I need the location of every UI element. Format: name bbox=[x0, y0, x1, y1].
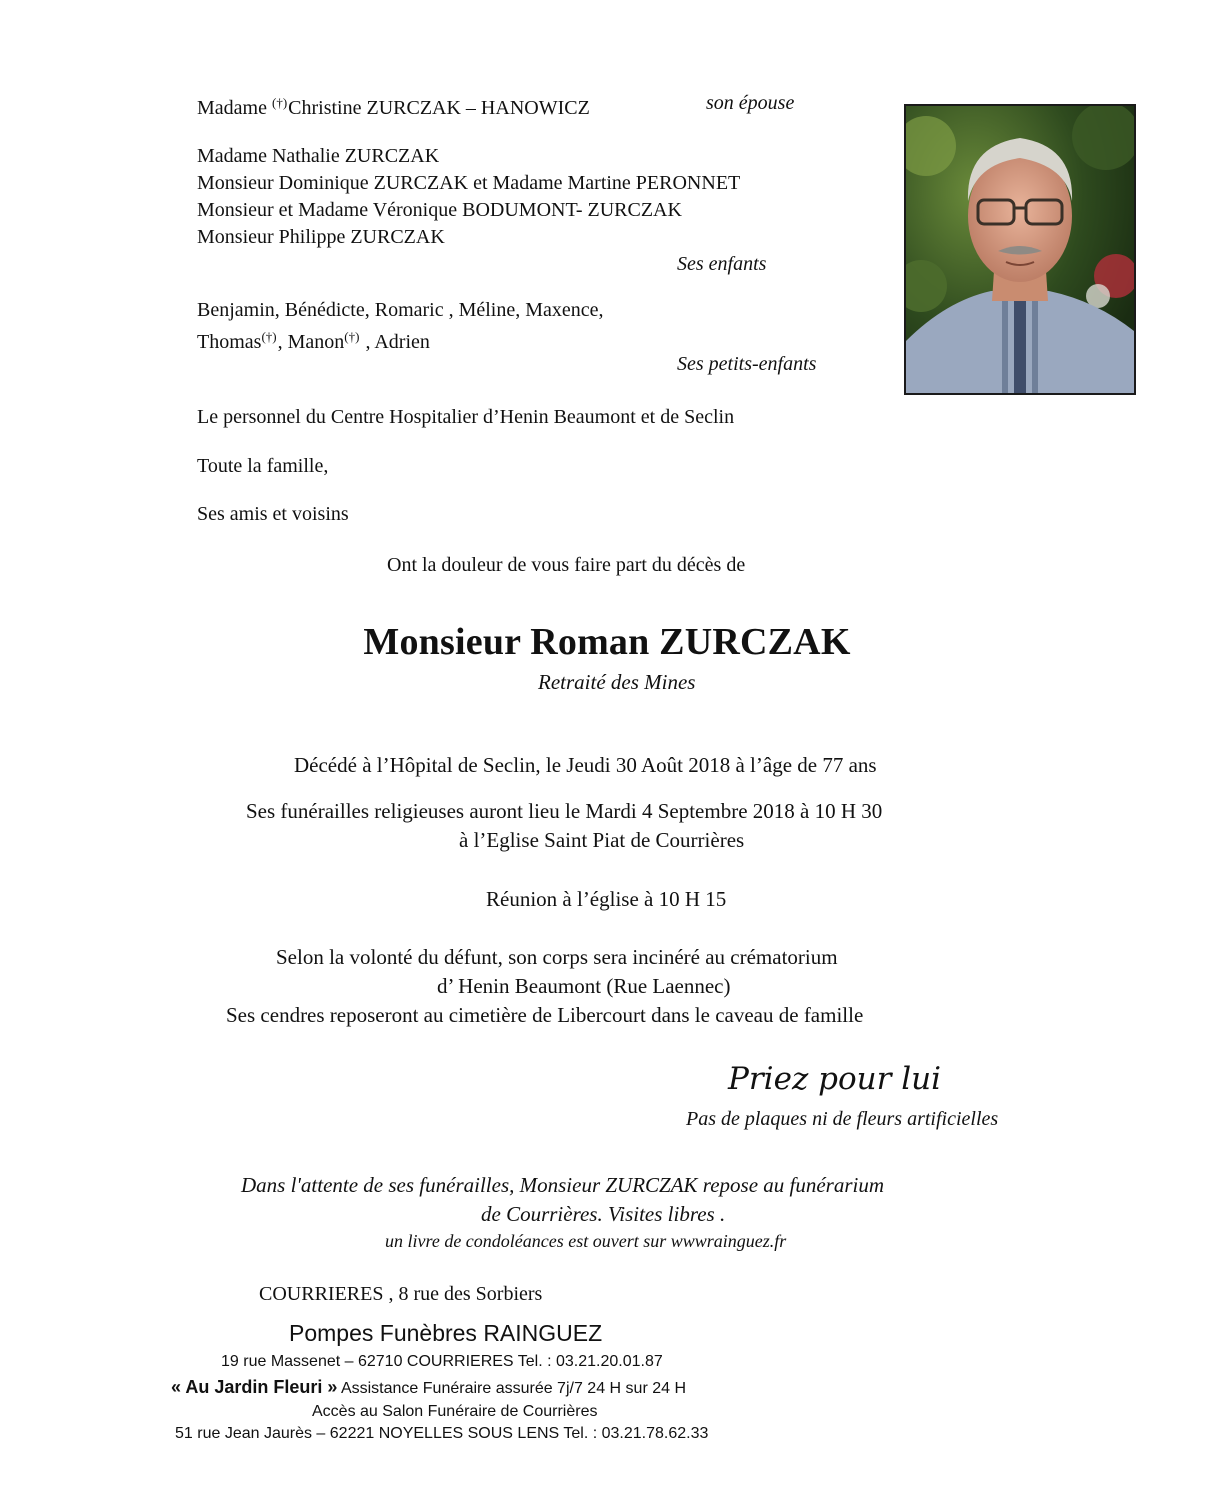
funeral-home-address-1: 19 rue Massenet – 62710 COURRIERES Tel. : 03.21.20.01.87 bbox=[221, 1353, 663, 1370]
wife-line bbox=[197, 90, 590, 121]
cremation-line-2: d’ Henin Beaumont (Rue Laennec) bbox=[437, 974, 731, 998]
rest-line-1: Dans l'attente de ses funérailles, Monsieur ZURCZAK repose au funérarium bbox=[241, 1173, 885, 1197]
cremation-line-1: Selon la volonté du défunt, son corps sera incinéré au crématorium bbox=[276, 945, 838, 969]
no-flowers-note: Pas de plaques ni de fleurs artificielles bbox=[686, 1108, 999, 1130]
children-role: Ses enfants bbox=[677, 253, 767, 275]
jardin-name: « Au Jardin Fleuri » bbox=[171, 1377, 338, 1397]
cremation-line-3: Ses cendres reposeront au cimetière de Libercourt dans le caveau de famille bbox=[226, 1003, 864, 1027]
portrait-photo bbox=[904, 104, 1136, 395]
funeral-line-2: à l’Eglise Saint Piat de Courrières bbox=[459, 828, 745, 852]
child-line: Madame Nathalie ZURCZAK bbox=[197, 145, 440, 167]
funeral-line-1: Ses funérailles religieuses auront lieu le Mardi 4 Septembre 2018 à 10 H 30 bbox=[246, 799, 883, 823]
jardin-line bbox=[171, 1376, 686, 1400]
cross-mark: (†) bbox=[261, 329, 277, 344]
wife-name: Christine ZURCZAK – HANOWICZ bbox=[288, 97, 590, 119]
deceased-name: Monsieur Roman ZURCZAK bbox=[363, 621, 851, 663]
occupation: Retraité des Mines bbox=[538, 670, 696, 694]
portrait-image bbox=[906, 106, 1134, 393]
meeting-line: Réunion à l’église à 10 H 15 bbox=[486, 887, 727, 911]
staff-line: Le personnel du Centre Hospitalier d’Henin Beaumont et de Seclin bbox=[197, 406, 735, 428]
funeral-home-name: Pompes Funèbres RAINGUEZ bbox=[289, 1320, 603, 1346]
funeral-home-address-2: 51 rue Jean Jaurès – 62221 NOYELLES SOUS LENS Tel. : 03.21.78.62.33 bbox=[175, 1425, 709, 1442]
child-line: Monsieur et Madame Véronique BODUMONT- ZURCZAK bbox=[197, 199, 682, 221]
cross-mark: (†) bbox=[344, 329, 360, 344]
cross-mark: (†) bbox=[271, 95, 288, 110]
grandchildren-line-2: Thomas(†), Manon(†) , Adrien bbox=[197, 329, 430, 353]
prayer: Priez pour lui bbox=[728, 1061, 942, 1097]
jardin-text: Assistance Funéraire assurée 7j/7 24 H sur 24 H bbox=[337, 1380, 687, 1397]
condolences-line: un livre de condoléances est ouvert sur wwwrainguez.fr bbox=[385, 1231, 787, 1251]
friends-line: Ses amis et voisins bbox=[197, 503, 349, 525]
death-line: Décédé à l’Hôpital de Seclin, le Jeudi 30 Août 2018 à l’âge de 77 ans bbox=[294, 753, 877, 777]
rest-line-2: de Courrières. Visites libres . bbox=[481, 1202, 726, 1226]
home-address: COURRIERES , 8 rue des Sorbiers bbox=[259, 1283, 543, 1305]
salon-line: Accès au Salon Funéraire de Courrières bbox=[312, 1403, 598, 1420]
grandchildren-line-1: Benjamin, Bénédicte, Romaric , Méline, Maxence, bbox=[197, 299, 604, 321]
wife-prefix: Madame bbox=[197, 97, 272, 119]
family-line: Toute la famille, bbox=[197, 455, 329, 477]
child-line: Monsieur Dominique ZURCZAK et Madame Martine PERONNET bbox=[197, 172, 741, 194]
child-line: Monsieur Philippe ZURCZAK bbox=[197, 226, 445, 248]
wife-role: son épouse bbox=[706, 92, 795, 114]
grandchildren-role: Ses petits-enfants bbox=[677, 353, 817, 375]
intro-line: Ont la douleur de vous faire part du décès de bbox=[387, 554, 746, 576]
